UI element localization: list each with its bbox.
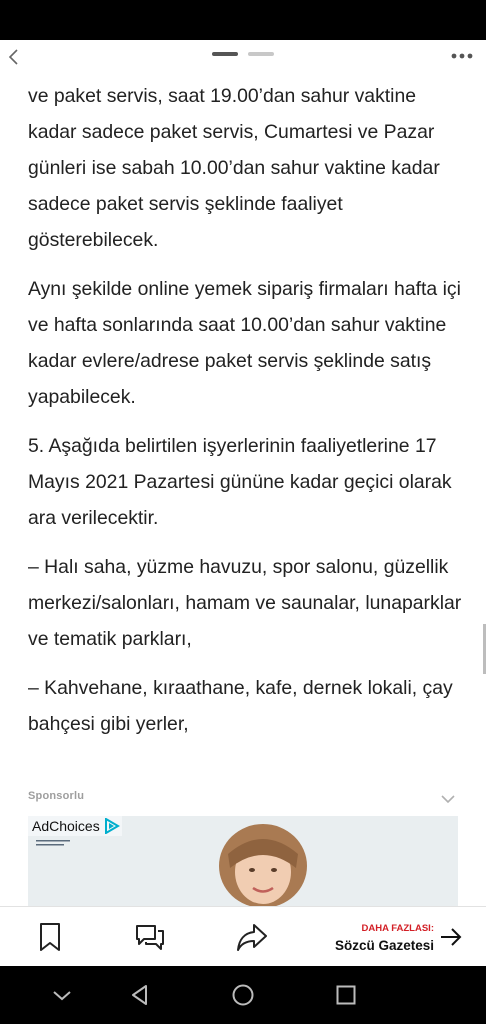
- comments-icon[interactable]: [134, 921, 166, 953]
- source-name: Sözcü Gazetesi: [334, 938, 434, 953]
- more-kicker: DAHA FAZLASI:: [361, 923, 434, 934]
- more-from-source-link[interactable]: [335, 923, 434, 955]
- status-bar: [0, 0, 486, 40]
- chevron-left-icon[interactable]: [4, 46, 24, 68]
- page-indicator-inactive: [248, 52, 274, 56]
- article-paragraph: 5. Aşağıda belirtilen işyerlerinin faaliyetlerine 17 Mayıs 2021 Pazartesi gününe kadar geçici olarak ara verilecektir.: [28, 435, 452, 529]
- adchoices-badge[interactable]: [28, 816, 122, 836]
- ad-banner[interactable]: [28, 816, 458, 912]
- article-paragraph: – Halı saha, yüzme havuzu, spor salonu, güzellik merkezi/salonları, hamam ve saunalar, lunaparklar ve tematik parkları,: [28, 556, 462, 650]
- article-body: [28, 78, 468, 755]
- top-bar: [0, 40, 486, 74]
- ad-brand-mark: [36, 838, 76, 848]
- article-paragraph: ve paket servis, saat 19.00’dan sahur vaktine kadar sadece paket servis, Cumartesi ve Pazar günleri ise sabah 10.00’dan sahur vaktine kadar sadece paket servis şeklinde faaliyet gösterebilecek.: [28, 85, 440, 251]
- article-paragraph: Aynı şekilde online yemek sipariş firmaları hafta içi ve hafta sonlarında saat 10.00’dan sahur vaktine kadar evlere/adrese paket servis şeklinde satış yapabilecek.: [28, 278, 461, 408]
- home-circle-icon[interactable]: [231, 983, 255, 1007]
- chevron-down-icon[interactable]: [440, 794, 456, 804]
- bottom-toolbar: [0, 906, 486, 966]
- sponsored-ad: [28, 790, 458, 834]
- chevron-down-icon[interactable]: [50, 983, 74, 1007]
- ad-image: [198, 824, 328, 912]
- more-horizontal-icon[interactable]: [450, 50, 474, 62]
- adchoices-icon: [104, 818, 120, 834]
- adchoices-label: AdChoices: [32, 818, 100, 834]
- article-paragraph: – Kahvehane, kıraathane, kafe, dernek lokali, çay bahçesi gibi yerler,: [28, 677, 453, 735]
- system-nav-bar: [0, 966, 486, 1024]
- bookmark-icon[interactable]: [34, 921, 66, 953]
- arrow-right-icon[interactable]: [440, 927, 462, 947]
- share-icon[interactable]: [236, 921, 268, 953]
- back-triangle-icon[interactable]: [128, 983, 152, 1007]
- page-indicator-active: [212, 52, 238, 56]
- sponsor-label: Sponsorlu: [28, 790, 85, 802]
- recents-square-icon[interactable]: [334, 983, 358, 1007]
